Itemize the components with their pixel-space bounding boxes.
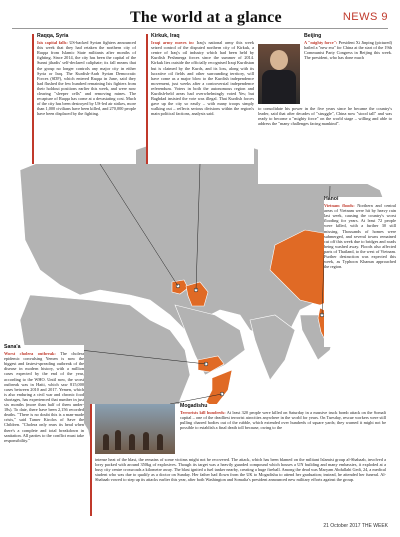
story-hanoi-lead: Vietnam floods: (324, 203, 355, 209)
story-beijing-intro (304, 34, 392, 60)
page-title: The world at a glance (130, 9, 282, 26)
photo-figure (115, 430, 121, 450)
story-hanoi (324, 197, 396, 347)
story-mogadishu (90, 404, 386, 516)
photo-figure (143, 432, 149, 450)
story-beijing (258, 34, 396, 184)
story-mogadishu-place: Mogadishu (180, 403, 208, 409)
story-hanoi-text: Northern and central areas of Vietnam were hit by heavy rain last week, causing the country's worst flooding for years. At least 72 people were killed, with a further 30 still missing. Thousands of homes were submerged, and several towns remained cut off this week due to bridges and roads being washed away. Floods also affected parts of Thailand, to the west of Vietnam. Further destruction was expected this week, as Typhoon Khanun approached the region. (324, 203, 396, 270)
xi-jinping-photo (258, 44, 300, 104)
map-highlight-somalia (206, 370, 232, 408)
story-beijing-text: President Xi Jinping (pictured) hailed a "new era" for China at the start of the 19th Communist Party Congress in Beijing this week. The president, who has done much (304, 40, 392, 61)
map-land-india (250, 315, 295, 380)
page-footer: 21 October 2017 THE WEEK (323, 523, 388, 529)
photo-figure (129, 434, 135, 450)
header-rule (12, 28, 388, 29)
story-beijing-place: Beijing (304, 33, 322, 39)
story-kirkuk (146, 34, 254, 164)
story-sanaa-text: The cholera epidemic convulsing Yemen is now the biggest and fastest-spreading outbreak of the disease in modern history, with a million cases expected by the end of the year, according to the WHO. Until now, the worst outbreak was in Haiti, which saw 815,000 cases between 2010 and 2017. Yemen, which is also enduring a civil war and chronic food shortages, has experienced that number in just six months (more than half of them under-18s). To date, there have been 2,156 recorded deaths. "There is no doubt this is a man-made crisis," said Tamer Kirolos of Save the Children. "Cholera only rears its head when there's a complete and total breakdown in sanitation. All parties to the conflict must take responsibility." (4, 351, 84, 443)
story-kirkuk-lead: Iraqi army moves in: (151, 40, 195, 46)
story-raqqa-text: US-backed Syrian fighters announced this week that they had retaken the northern city of Raqqa from Islamic State militants after months of fighting. Since 2014, the city has been the capital of the Sunni jihadis' self-declared caliphate; its fall means that the group no longer controls any major city in either Syria or Iraq. The Kurdish-Arab Syrian Democratic Forces (SDF), which entered Raqqa in June, said they had flushed the few hundred remaining Isis fighters from their holdout positions earlier this week, and were now clearing "sleeper cells" and removing mines. The recapture of Raqqa has come at a devastating cost. Much of the city has been destroyed by US-led air strikes, more than 1,000 civilians have been killed, and 270,000 people have been displaced by the fighting. (37, 40, 136, 117)
story-raqqa-lead: Isis capital falls: (37, 40, 68, 46)
story-sanaa-place: Sana'a (4, 344, 21, 350)
story-kirkuk-text: Iraq's national army this week seized control of the disputed northern city of Kirkuk, a centre of Iraq's oil industry which had been held by Kurdish Peshmerga forces since the summer of 2014. Kirkuk lies outside the officially recognised Iraqi Kurdistan but is claimed by the Kurds, and its loss, along with its lucrative oil fields and other surrounding territory, will have come as a major blow to the Kurdish independence movement, just weeks after a controversial independence referendum. Voters in both the autonomous region and Kurdish-held areas had overwhelmingly voted Yes; but Baghdad insisted the vote was illegal. That Kurdish forces gave up the city so easily – with many troops simply walking out – reflects serious divisions within the region's main political factions, analysts said. (151, 40, 254, 117)
story-raqqa (32, 34, 136, 164)
story-raqqa-place: Raqqa, Syria (37, 33, 69, 39)
photo-suit (262, 70, 296, 104)
story-mogadishu-body: intense heat of the blast, the remains of some victims might not be recovered. The attack, which has been blamed on the militant Islamist group al-Shabaab, involved a lorry packed with around 350kg of explosives. Though its target was a heavily guarded compound which houses a UN building and many embassies, it exploded at a busy city centre crossroads a kilometre away. The blast ignited a fuel tanker nearby, creating a huge fireball. Among the dead was Maryam Abdullahi Gedi, 24, a medical student who was due to qualify as a doctor on Sunday. Her father had flown from the UK to Mogadishu to attend her graduation; instead, he attended her funeral. Al-Shabaab vowed to step up its attacks earlier this year, after both Washington and Somalia's president announced new military efforts against the group. (95, 457, 386, 483)
photo-figure (157, 434, 163, 450)
story-hanoi-place: Hanoi (324, 196, 339, 202)
story-mogadishu-head (180, 404, 386, 430)
story-sanaa (4, 345, 84, 515)
photo-face (270, 50, 288, 70)
story-mogadishu-text: At least 320 people were killed on Saturday in a massive truck bomb attack on the Somali capital – one of the deadliest terrorist atrocities anywhere in the world for years. On Tuesday, rescue workers were still pulling charred bodies out of the rubble, which extended over hundreds of square yards; they warned it might not be possible to establish a final death toll because, owing to the (180, 410, 386, 431)
story-sanaa-lead: Worst cholera outbreak: (4, 351, 56, 357)
story-kirkuk-place: Kirkuk, Iraq (151, 33, 180, 39)
photo-figure (103, 434, 109, 450)
story-beijing-tail: to consolidate his power in the five years since he became the country's leader, said that after decades of "struggle", China now "stood tall" and was ready to become a "mighty force" on the world stage – willing and able to address the "many challenges facing mankind". (258, 106, 392, 127)
mogadishu-photo (95, 404, 175, 454)
section-label: NEWS 9 (342, 11, 388, 23)
page-header (0, 0, 400, 30)
story-mogadishu-lead: Terrorists kill hundreds: (180, 410, 226, 416)
story-beijing-lead: A "mighty force": (304, 40, 338, 46)
